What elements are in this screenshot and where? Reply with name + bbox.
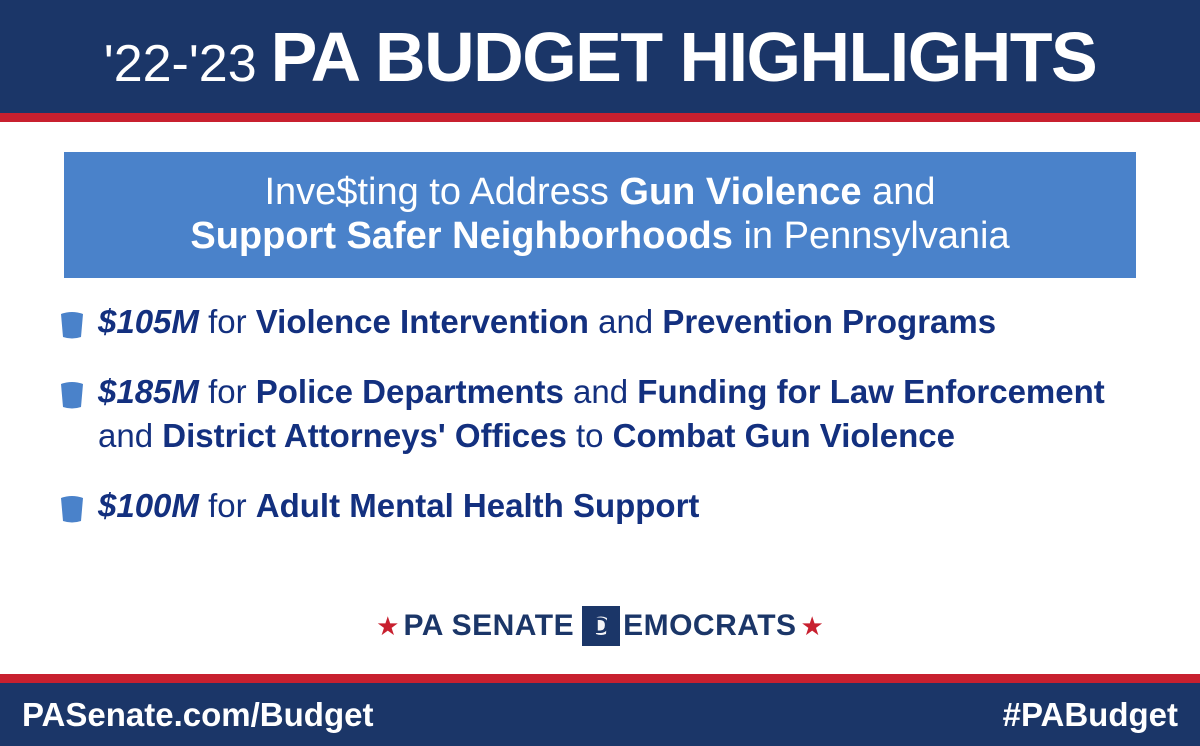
bullet-bold-3: District Attorneys' Offices [162, 416, 567, 454]
page-title [103, 17, 1097, 96]
subtitle-banner [64, 152, 1136, 278]
keystone-icon [58, 494, 86, 524]
subtitle-line-1-bold: Gun Violence [619, 171, 862, 214]
subtitle-line-2-suffix: in Pennsylvania [732, 215, 1010, 257]
footer-divider [0, 674, 1200, 683]
header-title-text: PA BUDGET HIGHLIGHTS [270, 17, 1097, 96]
bullet-list [58, 300, 1158, 554]
logo-d-letter: D [593, 613, 610, 638]
bullet-connector-2: and [588, 303, 663, 340]
bullet-connector-1: for [198, 372, 256, 410]
bullet-connector-1: for [198, 303, 256, 340]
bullet-amount: $100M [98, 486, 199, 524]
bullet-text [98, 300, 996, 344]
subtitle-line-1-suffix: and [861, 171, 936, 214]
list-item [58, 300, 1158, 344]
star-icon-left: ★ [376, 611, 400, 641]
list-item [58, 484, 1158, 528]
bullet-bold-2: Funding for Law Enforcement [637, 372, 1105, 410]
bullet-text [98, 370, 1158, 458]
list-item [58, 370, 1158, 458]
bullet-bold-1: Police Departments [255, 372, 564, 410]
logo-text-pa-senate: PA SENATE [403, 609, 575, 642]
subtitle-line-2-bold: Support Safer Neighborhoods [190, 215, 733, 257]
pa-senate-democrats-logo [0, 606, 1200, 646]
subtitle-line-1 [264, 171, 935, 215]
bullet-connector-1: for [198, 486, 256, 524]
keystone-icon [58, 310, 86, 340]
bullet-bold-1: Violence Intervention [255, 303, 589, 340]
bullet-text [98, 484, 699, 528]
bullet-connector-4: to [566, 416, 613, 454]
logo-keystone-d-icon [582, 606, 620, 646]
keystone-icon [58, 380, 86, 410]
footer-website-link[interactable]: PASenate.com/Budget [22, 696, 374, 733]
footer-hashtag: #PABudget [1002, 696, 1178, 733]
fiscal-years-label: '22-'23 [103, 34, 257, 93]
bullet-connector-2: and [563, 372, 638, 410]
footer-bar [0, 683, 1200, 746]
header-divider [0, 113, 1200, 122]
logo-text-emocrats: EMOCRATS [623, 609, 797, 642]
bullet-connector-3: and [98, 416, 163, 454]
header-banner [0, 0, 1200, 113]
bullet-bold-1: Adult Mental Health Support [255, 486, 700, 524]
subtitle-line-2 [190, 215, 1009, 259]
bullet-bold-2: Prevention Programs [662, 303, 997, 340]
star-icon-right: ★ [800, 611, 824, 641]
subtitle-line-1-prefix: Inve$ting to Address [264, 171, 620, 214]
bullet-bold-4: Combat Gun Violence [612, 416, 955, 454]
bullet-amount: $105M [98, 303, 199, 340]
bullet-amount: $185M [98, 372, 199, 410]
